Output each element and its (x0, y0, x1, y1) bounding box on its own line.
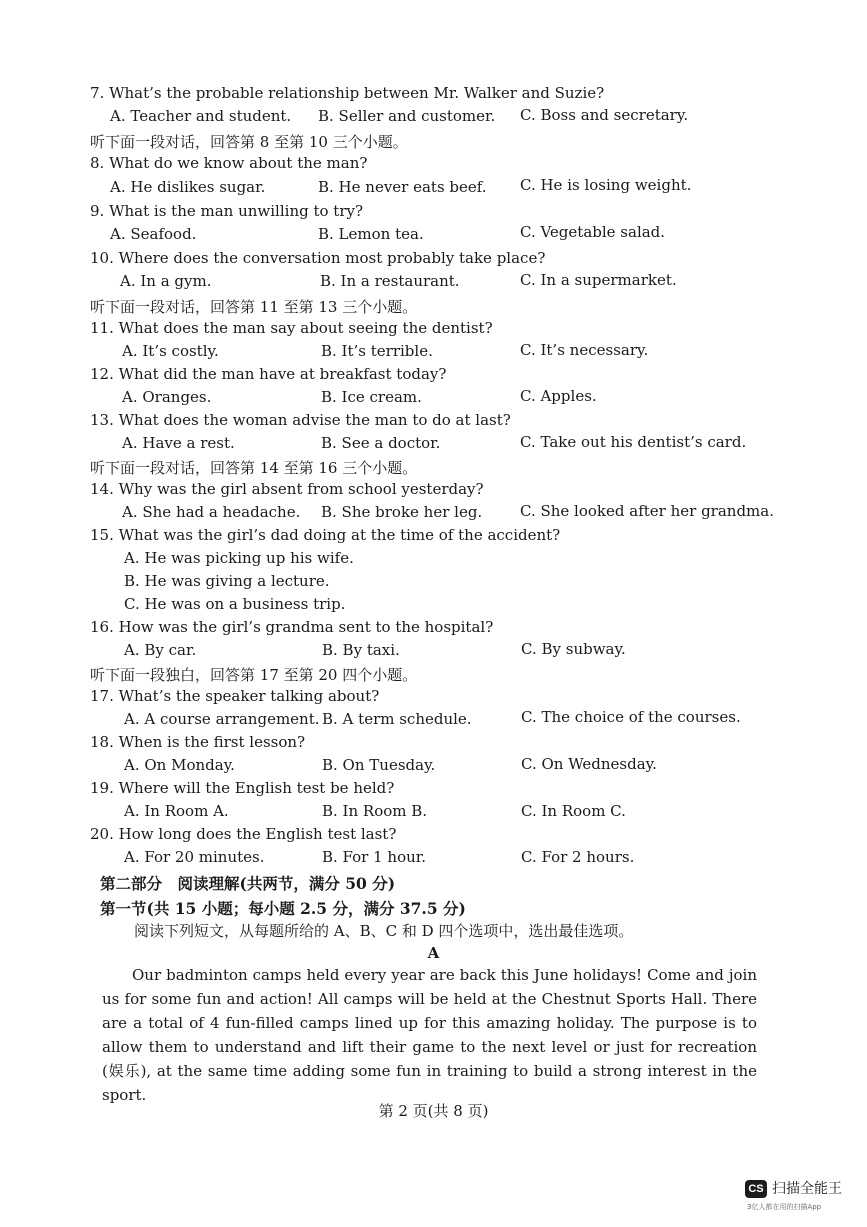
option-a: A. She had a headache. (122, 503, 301, 521)
question-14: 14. Why was the girl absent from school yesterday? (90, 480, 484, 498)
watermark-tagline: 3亿人都在用的扫描App (747, 1203, 822, 1211)
reading-instruction: 阅读下列短文，从每题所给的 A、B、C 和 D 四个选项中，选出最佳选项。 (134, 922, 634, 940)
option-a: A. A course arrangement. (124, 710, 320, 728)
question-16: 16. How was the girl’s grandma sent to the hospital? (90, 618, 494, 636)
option-b: B. Seller and customer. (318, 107, 496, 125)
option-a: A. In Room A. (124, 802, 229, 820)
watermark-name: 扫描全能王 (772, 1181, 842, 1197)
option-a: A. Seafood. (110, 225, 197, 243)
option-b: B. For 1 hour. (322, 848, 427, 866)
question-19: 19. Where will the English test be held? (90, 779, 395, 797)
question-11: 11. What does the man say about seeing the dentist? (90, 319, 493, 337)
section-header: 听下面一段对话，回答第 8 至第 10 三个小题。 (90, 133, 408, 151)
option-c: C. He is losing weight. (520, 176, 692, 194)
option-a: A. Teacher and student. (110, 107, 292, 125)
option-b: B. See a doctor. (321, 434, 441, 452)
page-number: 第 2 页(共 8 页) (378, 1102, 489, 1120)
question-13: 13. What does the woman advise the man to do at last? (90, 411, 511, 429)
option-c: C. Boss and secretary. (520, 106, 689, 124)
option-a: A. By car. (124, 641, 197, 659)
section-header: 听下面一段对话，回答第 11 至第 13 三个小题。 (90, 298, 418, 316)
option-c: C. On Wednesday. (521, 755, 657, 773)
option-a: A. For 20 minutes. (124, 848, 265, 866)
option-a: A. He was picking up his wife. (124, 549, 354, 567)
passage-label: A (427, 944, 440, 962)
option-b: B. Ice cream. (321, 388, 422, 406)
option-c: C. For 2 hours. (521, 848, 635, 866)
question-10: 10. Where does the conversation most probably take place? (90, 249, 546, 267)
option-b: B. By taxi. (322, 641, 400, 659)
question-12: 12. What did the man have at breakfast today? (90, 365, 447, 383)
option-c: C. Take out his dentist’s card. (520, 433, 747, 451)
question-9: 9. What is the man unwilling to try? (90, 202, 364, 220)
section-one-title: 第一节(共 15 小题；每小题 2.5 分，满分 37.5 分) (100, 899, 466, 918)
option-b: B. He was giving a lecture. (124, 572, 330, 590)
option-b: B. Lemon tea. (318, 225, 424, 243)
option-a: A. He dislikes sugar. (110, 178, 266, 196)
option-a: A. In a gym. (120, 272, 212, 290)
option-b: B. She broke her leg. (321, 503, 483, 521)
option-a: A. It’s costly. (122, 342, 219, 360)
option-b: B. A term schedule. (322, 710, 472, 728)
section-header: 听下面一段对话，回答第 14 至第 16 三个小题。 (90, 459, 418, 477)
option-c: C. He was on a business trip. (124, 595, 346, 613)
option-a: A. Have a rest. (122, 434, 235, 452)
option-b: B. In Room B. (322, 802, 428, 820)
question-17: 17. What’s the speaker talking about? (90, 687, 380, 705)
option-b: B. He never eats beef. (318, 178, 487, 196)
question-20: 20. How long does the English test last? (90, 825, 397, 843)
question-7: 7. What’s the probable relationship between Mr. Walker and Suzie? (90, 84, 605, 102)
option-c: C. It’s necessary. (520, 341, 649, 359)
option-b: B. On Tuesday. (322, 756, 436, 774)
option-b: B. In a restaurant. (320, 272, 460, 290)
question-15: 15. What was the girl’s dad doing at the time of the accident? (90, 526, 561, 544)
option-c: C. The choice of the courses. (521, 708, 741, 726)
section-header: 听下面一段独白，回答第 17 至第 20 四个小题。 (90, 666, 418, 684)
question-18: 18. When is the first lesson? (90, 733, 306, 751)
option-c: C. Apples. (520, 387, 597, 405)
camscanner-logo-icon: CS (745, 1180, 767, 1198)
question-8: 8. What do we know about the man? (90, 154, 368, 172)
passage-text: Our badminton camps held every year are back this June holidays! Come and join us for some fun and action! All camps will be held at the Chestnut Sports Hall. There are a total of 4 fun-filled camps lined up for this amazing holiday. The purpose is to allow them to understand and lift their game to the next level or just for recreation (娱乐), at the same time adding some fun in training to build a strong interest in the sport. (102, 966, 757, 1104)
option-a: A. On Monday. (124, 756, 235, 774)
option-c: C. By subway. (521, 640, 626, 658)
option-b: B. It’s terrible. (321, 342, 433, 360)
scanner-watermark (745, 1178, 855, 1218)
option-a: A. Oranges. (122, 388, 212, 406)
option-c: C. In a supermarket. (520, 271, 677, 289)
option-c: C. In Room C. (521, 802, 626, 820)
option-c: C. She looked after her grandma. (520, 502, 774, 520)
option-c: C. Vegetable salad. (520, 223, 666, 241)
part-two-title: 第二部分 阅读理解(共两节，满分 50 分) (100, 874, 396, 893)
